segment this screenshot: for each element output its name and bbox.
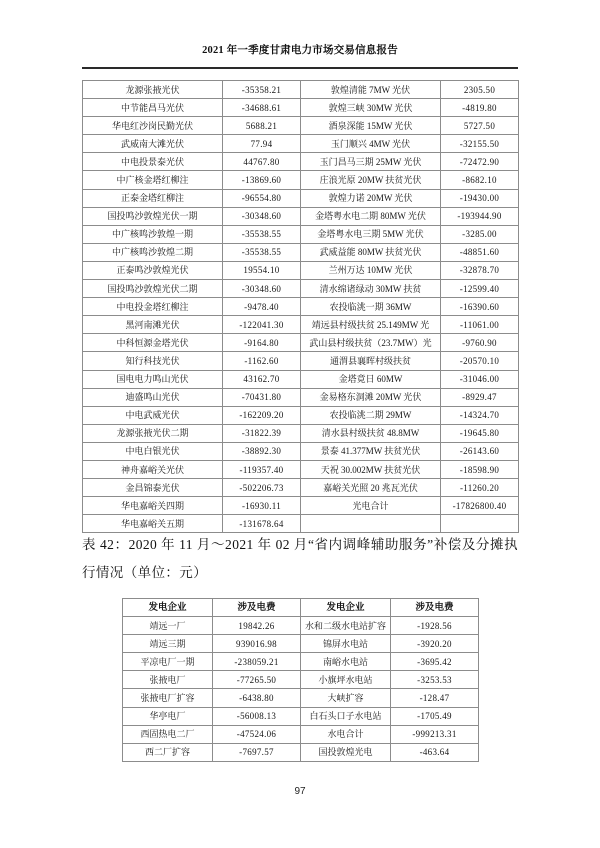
table-row [123,725,479,743]
table-cell-amount: -128.47 [391,689,479,707]
table-cell-amount: -34688.61 [223,99,301,117]
table-row [83,352,519,370]
table-cell-amount: 5727.50 [441,117,519,135]
table-cell-amount: -11260.20 [441,479,519,497]
table-cell-amount: -8929.47 [441,388,519,406]
table-cell-enterprise: 龙源张掖光伏二期 [83,424,223,442]
table-cell-amount: -11061.00 [441,316,519,334]
table-cell-amount: -238059.21 [213,653,301,671]
table-cell-enterprise: 国电电力鸣山光伏 [83,370,223,388]
table-cell-enterprise: 金昌锦泰光伏 [83,479,223,497]
table-cell-enterprise: 中电投金塔红柳注 [83,298,223,316]
table-row [123,653,479,671]
table-cell-amount: -162209.20 [223,406,301,424]
table-cell-amount: -32878.70 [441,261,519,279]
table-cell-enterprise: 敦煌清能 7MW 光伏 [301,81,441,99]
table-cell-enterprise: 天祝 30.002MW 扶贫光伏 [301,460,441,478]
table-cell-amount: -72472.90 [441,153,519,171]
table-row [123,743,479,761]
table-cell-amount: -38892.30 [223,442,301,460]
table-cell-enterprise: 水电合计 [301,725,391,743]
table-cell-amount: -7697.57 [213,743,301,761]
table-cell-enterprise: 水和二级水电站扩容 [301,617,391,635]
table-cell-enterprise: 白石头口子水电站 [301,707,391,725]
table-cell-amount: -3253.53 [391,671,479,689]
table-cell-amount: -96554.80 [223,189,301,207]
table-cell-amount: -18598.90 [441,460,519,478]
table-cell-amount: -9478.40 [223,298,301,316]
table-cell-amount: -1705.49 [391,707,479,725]
table-row [83,298,519,316]
table-row [123,671,479,689]
table-row [83,316,519,334]
table-row [83,479,519,497]
table-cell-amount: -35538.55 [223,225,301,243]
table-cell-amount: -56008.13 [213,707,301,725]
table-cell-enterprise: 国投鸣沙敦煌光伏一期 [83,207,223,225]
table-cell-enterprise: 敦煌三峡 30MW 光伏 [301,99,441,117]
table-cell-amount: -9164.80 [223,334,301,352]
table-cell-enterprise: 南峪水电站 [301,653,391,671]
table-cell-enterprise: 中电投景泰光伏 [83,153,223,171]
table-cell-enterprise: 金塔粤水电三期 5MW 光伏 [301,225,441,243]
table-row [83,334,519,352]
table-cell-amount: -4819.80 [441,99,519,117]
table-cell-enterprise: 锦屏水电站 [301,635,391,653]
table-cell-amount: -9760.90 [441,334,519,352]
table-cell-enterprise: 景泰 41.377MW 扶贫光伏 [301,442,441,460]
table-cell-enterprise: 华亭电厂 [123,707,213,725]
table-42-caption: 表 42：2020 年 11 月～2021 年 02 月“省内调峰辅助服务”补偿及分摊执行情况（单位：元） [82,537,518,580]
table-cell-enterprise: 中电武威光伏 [83,406,223,424]
table-cell-enterprise: 大峡扩容 [301,689,391,707]
table-cell-enterprise: 华电嘉峪关四期 [83,497,223,515]
table-cell-amount: -77265.50 [213,671,301,689]
table-cell-enterprise: 中广核鸣沙敦煌二期 [83,243,223,261]
table-cell-enterprise: 西固热电二厂 [123,725,213,743]
table-column-header: 发电企业 [123,599,213,617]
table-cell-amount: -502206.73 [223,479,301,497]
table-cell-enterprise: 嘉峪关光照 20 兆瓦光伏 [301,479,441,497]
table-cell-amount: -32155.50 [441,135,519,153]
table-cell-amount: -20570.10 [441,352,519,370]
table-cell-enterprise: 国投鸣沙敦煌光伏二期 [83,280,223,298]
table-cell-enterprise: 平凉电厂一期 [123,653,213,671]
table-cell-enterprise: 靖远三期 [123,635,213,653]
table-row [83,207,519,225]
table-row [83,81,519,99]
table-cell-enterprise: 武威南大滩光伏 [83,135,223,153]
table-cell-amount: -463.64 [391,743,479,761]
photovoltaic-table-body [83,81,519,533]
table-cell-enterprise: 中广核鸣沙敦煌一期 [83,225,223,243]
table-cell-amount: -26143.60 [441,442,519,460]
table-cell-enterprise: 玉门昌马三期 25MW 光伏 [301,153,441,171]
table-cell-enterprise: 龙源张掖光伏 [83,81,223,99]
table-cell-enterprise: 农投临洮二期 29MW [301,406,441,424]
table-cell-enterprise: 酒泉深能 15MW 光伏 [301,117,441,135]
peak-regulation-table-body [123,617,479,762]
table-header-row [123,599,479,617]
table-cell-amount: 19842.26 [213,617,301,635]
table-cell-amount: -47524.06 [213,725,301,743]
table-cell-enterprise: 武威益能 80MW 扶贫光伏 [301,243,441,261]
table-column-header: 发电企业 [301,599,391,617]
table-row [123,635,479,653]
table-row [83,225,519,243]
table-cell-amount: -122041.30 [223,316,301,334]
table-row [83,117,519,135]
table-cell-enterprise: 张掖电厂扩容 [123,689,213,707]
table-cell-amount: -3920.20 [391,635,479,653]
table-cell-enterprise: 通渭县襄晖村级扶贫 [301,352,441,370]
table-cell-amount: -999213.31 [391,725,479,743]
table-cell-enterprise: 清水绵诸绿动 30MW 扶贫 [301,280,441,298]
photovoltaic-fee-table [82,80,519,533]
table-cell-amount: -119357.40 [223,460,301,478]
running-header [82,44,518,58]
table-cell-amount: -35358.21 [223,81,301,99]
table-cell-amount: -31046.00 [441,370,519,388]
table-cell-enterprise: 张掖电厂 [123,671,213,689]
header-divider [82,67,518,69]
table-row [83,135,519,153]
table-cell-amount: 77.94 [223,135,301,153]
table-row [83,424,519,442]
table-cell-amount: -1928.56 [391,617,479,635]
table-cell-enterprise: 靖远一厂 [123,617,213,635]
table-row [123,707,479,725]
table-cell-amount: -19645.80 [441,424,519,442]
table-row [83,189,519,207]
table-cell-enterprise: 华电嘉峪关五期 [83,515,223,533]
table-row [83,406,519,424]
table-row [83,370,519,388]
table-row [83,243,519,261]
table-cell-amount: -3285.00 [441,225,519,243]
peak-regulation-table-head [123,599,479,617]
table-row [83,171,519,189]
table-cell-enterprise: 中科恒源金塔光伏 [83,334,223,352]
report-title: 2021 年一季度甘肃电力市场交易信息报告 [202,45,398,56]
table-cell-enterprise: 正泰金塔红柳注 [83,189,223,207]
table-cell-amount: 939016.98 [213,635,301,653]
table-cell-amount: -31822.39 [223,424,301,442]
table-row [83,261,519,279]
table-cell-amount: 19554.10 [223,261,301,279]
table-row [83,153,519,171]
table-cell-amount: -19430.00 [441,189,519,207]
table-row [83,388,519,406]
table-cell-enterprise: 中广核金塔红柳注 [83,171,223,189]
table-row [123,617,479,635]
table-cell-amount: -16930.11 [223,497,301,515]
table-cell-amount: -1162.60 [223,352,301,370]
table-cell-amount: -35538.55 [223,243,301,261]
table-cell-enterprise: 玉门顺兴 4MW 光伏 [301,135,441,153]
table-row [83,99,519,117]
table-cell-amount: -30348.60 [223,280,301,298]
table-cell-amount: -17826800.40 [441,497,519,515]
table-cell-enterprise: 敦煌力诺 20MW 光伏 [301,189,441,207]
table-cell-enterprise: 小旗坪水电站 [301,671,391,689]
table-cell-amount: -6438.80 [213,689,301,707]
table-cell-enterprise: 华电红沙岗民勤光伏 [83,117,223,135]
table-cell-amount: -14324.70 [441,406,519,424]
table-cell-enterprise: 正泰鸣沙敦煌光伏 [83,261,223,279]
table-column-header: 涉及电费 [391,599,479,617]
table-cell-amount: 5688.21 [223,117,301,135]
table-cell-enterprise: 武山县村级扶贫（23.7MW）光 [301,334,441,352]
table-cell-amount: 2305.50 [441,81,519,99]
table-cell-enterprise: 中节能昌马光伏 [83,99,223,117]
table-cell-enterprise: 农投临洮一期 36MW [301,298,441,316]
table-cell-enterprise: 金塔粤水电二期 80MW 光伏 [301,207,441,225]
page-number: 97 [294,786,306,797]
table-cell-amount: 43162.70 [223,370,301,388]
table-cell-enterprise: 金塔竟日 60MW [301,370,441,388]
table-cell-amount: -131678.64 [223,515,301,533]
table-cell-amount: -8682.10 [441,171,519,189]
table-cell-amount: -16390.60 [441,298,519,316]
table-cell-enterprise: 兰州万达 10MW 光伏 [301,261,441,279]
table-cell-enterprise: 靖远县村级扶贫 25.149MW 光 [301,316,441,334]
table-cell-enterprise: 庄浪光原 20MW 扶贫光伏 [301,171,441,189]
table-cell-amount: -70431.80 [223,388,301,406]
table-cell-enterprise: 黑河南滩光伏 [83,316,223,334]
table-cell-amount: -13869.60 [223,171,301,189]
table-cell-enterprise: 迪盛鸣山光伏 [83,388,223,406]
table-cell-enterprise: 中电白银光伏 [83,442,223,460]
table-cell-enterprise: 神舟嘉峪关光伏 [83,460,223,478]
table-row [83,497,519,515]
table-row [123,689,479,707]
table-cell-enterprise: 清水县村级扶贫 48.8MW [301,424,441,442]
table-cell-enterprise: 国投敦煌光电 [301,743,391,761]
table-cell-amount: -48851.60 [441,243,519,261]
peak-regulation-fee-table [122,598,479,762]
table-row [83,460,519,478]
table-cell-amount: -12599.40 [441,280,519,298]
table-cell-enterprise: 西二厂扩容 [123,743,213,761]
table-cell-amount: -3695.42 [391,653,479,671]
table-cell-enterprise: 光电合计 [301,497,441,515]
table-cell-amount: -30348.60 [223,207,301,225]
table-row [83,280,519,298]
table-cell-enterprise: 金易格东洞滩 20MW 光伏 [301,388,441,406]
table-row [83,442,519,460]
table-column-header: 涉及电费 [213,599,301,617]
table-cell-amount: 44767.80 [223,153,301,171]
table-cell-amount: -193944.90 [441,207,519,225]
table-cell-enterprise: 知行科技光伏 [83,352,223,370]
